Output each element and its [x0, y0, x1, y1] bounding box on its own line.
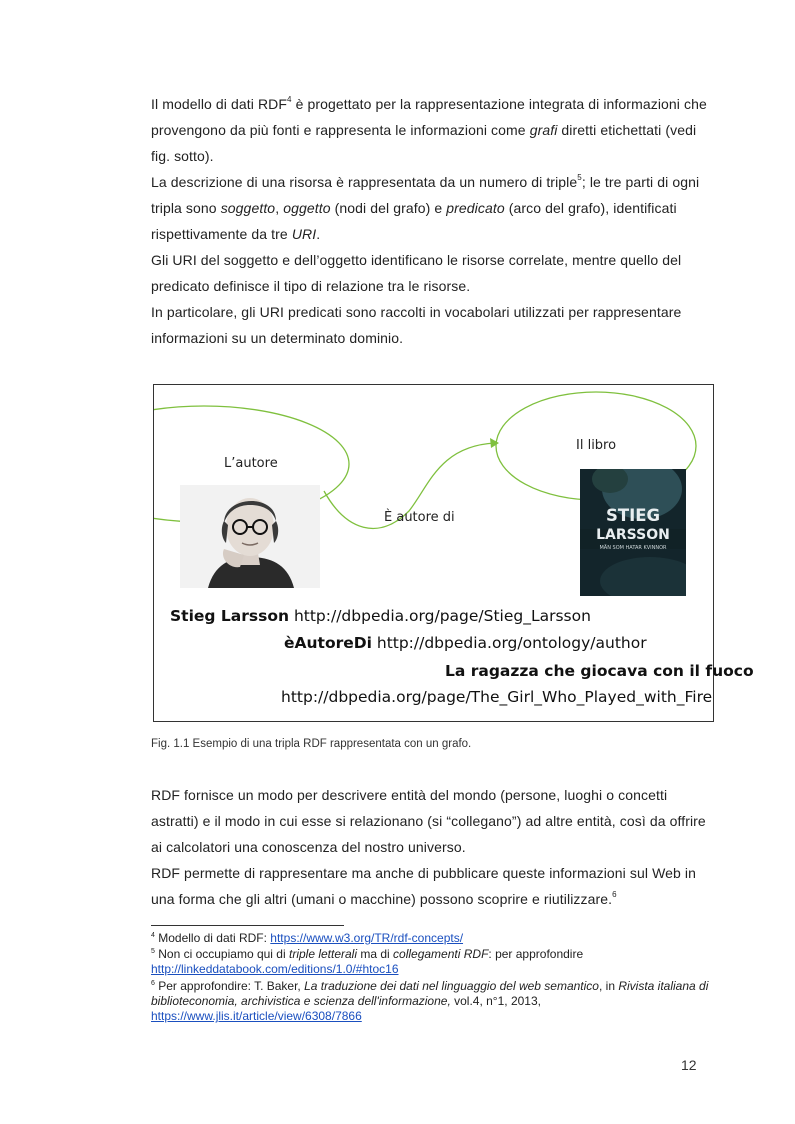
- author-portrait-icon: [180, 485, 320, 588]
- subject-name: Stieg Larsson: [170, 607, 290, 625]
- text: ; le tre parti di ogni tripla sono: [151, 174, 700, 216]
- text: Non ci occupiamo qui di: [154, 947, 289, 961]
- paragraph-uri-roles: Gli URI del soggetto e dell’oggetto identificano le risorse correlate, mentre quello del predicato definisce il tipo di relazione tra le risorse.: [151, 252, 682, 294]
- text: vol.4, n°1, 2013,: [450, 994, 541, 1008]
- predicate-label: È autore di: [384, 510, 455, 525]
- object-name-line: [445, 662, 754, 680]
- book-cover: [580, 469, 686, 596]
- subject-uri: http://dbpedia.org/page/Stieg_Larsson: [289, 607, 591, 625]
- footnote-link[interactable]: https://www.w3.org/TR/rdf-concepts/: [270, 931, 464, 945]
- footnote-number: 6: [151, 980, 155, 987]
- footnote-separator: [151, 925, 344, 926]
- emphasis: predicato: [446, 200, 505, 216]
- footnote-link[interactable]: http://linkeddatabook.com/editions/1.0/#htoc16: [151, 962, 399, 976]
- emphasis: Rivista italiana di biblioteconomia, archivistica e scienza dell'informazione,: [151, 979, 709, 1008]
- text: RDF permette di rappresentare ma anche di pubblicare queste informazioni sul Web in una forma che gli altri (umani o macchine) possono scoprire e riutilizzare.: [151, 865, 696, 907]
- cover-subtitle: MÄN SOM HATAR KVINNOR: [599, 545, 667, 551]
- cover-author: STIEG: [605, 506, 661, 525]
- arrow-head-icon: [490, 438, 499, 448]
- text: .: [316, 226, 321, 242]
- paragraph-triple-description: [151, 169, 711, 247]
- text: è progettato per la rappresentazione integrata di informazioni che provengono da più fonti e rappresenta le informazioni come: [151, 96, 707, 138]
- footnote-ref-5[interactable]: 5: [577, 173, 582, 182]
- emphasis: grafi: [529, 122, 558, 138]
- predicate-uri: http://dbpedia.org/ontology/author: [371, 634, 647, 652]
- emphasis: collegamenti RDF: [393, 947, 489, 961]
- text: ,: [275, 200, 284, 216]
- text: (nodi del grafo) e: [330, 200, 447, 216]
- page-number: 12: [681, 1057, 697, 1073]
- predicate-uri-line: [284, 634, 647, 652]
- text: : per approfondire: [488, 947, 584, 961]
- emphasis: oggetto: [283, 200, 331, 216]
- footnote-link[interactable]: https://www.jlis.it/article/view/6308/7866: [151, 1009, 362, 1023]
- text: diretti etichettati (vedi fig. sotto).: [151, 122, 697, 164]
- subject-uri-line: [170, 607, 591, 625]
- emphasis: URI: [291, 226, 317, 242]
- figure-caption: Fig. 1.1 Esempio di una tripla RDF rappresentata con un grafo.: [151, 738, 472, 750]
- paragraph-rdf-publish: [151, 860, 711, 912]
- footnote-6: [151, 979, 711, 1024]
- paragraph-rdf-model: [151, 91, 711, 169]
- text: , in: [598, 979, 619, 993]
- text: Per approfondire: T. Baker,: [154, 979, 305, 993]
- object-label: Il libro: [576, 438, 617, 453]
- paragraph-vocabularies: In particolare, gli URI predicati sono raccolti in vocabolari utilizzati per rappresentare informazioni su un determinato dominio.: [151, 304, 682, 346]
- text: ma di: [357, 947, 394, 961]
- emphasis: triple letterali: [288, 947, 358, 961]
- predicate-name: èAutoreDi: [284, 634, 372, 652]
- text: Modello di dati RDF:: [154, 931, 271, 945]
- rdf-triple-figure: [153, 384, 754, 722]
- footnote-number: 4: [151, 932, 155, 939]
- text: Il modello di dati RDF: [151, 96, 288, 112]
- object-name: La ragazza che giocava con il fuoco: [445, 662, 754, 680]
- subject-label: L’autore: [224, 456, 278, 471]
- cover-surname: LARSSON: [596, 527, 670, 543]
- paragraph-rdf-entities: RDF fornisce un modo per descrivere entità del mondo (persone, luoghi o concetti astratti) e il modo in cui esse si relazionano (si “collegano”) ad altre entità, così da offrire ai calcolatori una conoscenza del nostro universo.: [151, 787, 706, 855]
- footnote-4: [151, 931, 711, 946]
- footnote-ref-4[interactable]: 4: [287, 95, 292, 104]
- footnote-ref-6[interactable]: 6: [612, 890, 617, 899]
- text: La descrizione di una risorsa è rappresentata da un numero di triple: [151, 174, 578, 190]
- text: (arco del grafo), identificati rispettivamente da tre: [151, 200, 677, 242]
- footnote-5: [151, 947, 711, 977]
- emphasis: soggetto: [220, 200, 276, 216]
- author-photo: [180, 485, 320, 588]
- object-uri-line: http://dbpedia.org/page/The_Girl_Who_Played_with_Fire: [281, 688, 713, 706]
- book-cover-art-icon: [580, 469, 686, 596]
- footnote-number: 5: [151, 948, 155, 955]
- emphasis: La traduzione dei dati nel linguaggio del web semantico: [304, 979, 599, 993]
